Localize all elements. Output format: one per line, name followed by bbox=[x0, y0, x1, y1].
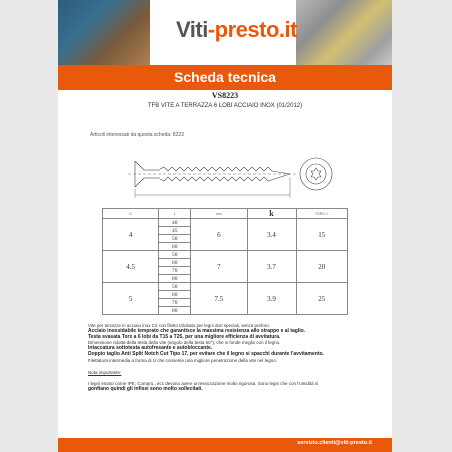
head-taper-top bbox=[135, 161, 144, 170]
brand-logo bbox=[176, 17, 297, 43]
cell-d: 4 bbox=[103, 219, 159, 251]
cell-l: 50 bbox=[159, 235, 191, 243]
torx-recess bbox=[311, 168, 321, 180]
cell-mm: 7.5 bbox=[191, 283, 247, 315]
note-line: Vite per terrazze in acciaio inox C2 con filetto trilobato per legni duri speciali, senza preforo. bbox=[88, 323, 271, 328]
cell-l: 50 bbox=[159, 251, 191, 259]
note-line: Filettatura intermedia a forma di U che consente una migliore penetrazione della vite nel legno. bbox=[88, 357, 277, 363]
brand-main: Viti bbox=[176, 17, 208, 42]
header-k: k bbox=[247, 209, 296, 219]
header-mm: mm bbox=[191, 209, 247, 219]
important-title: Nota importante: bbox=[88, 369, 122, 375]
screw-drawing bbox=[88, 145, 368, 205]
thread-bottom bbox=[160, 174, 290, 181]
thread-top bbox=[160, 167, 290, 174]
table-row bbox=[103, 251, 348, 259]
notes bbox=[88, 323, 388, 393]
header-photo-right bbox=[296, 0, 392, 65]
cell-mm: 7 bbox=[191, 251, 247, 283]
head-top-view bbox=[300, 158, 332, 190]
cell-l: 45 bbox=[159, 227, 191, 235]
table-row bbox=[103, 219, 348, 227]
cell-l: 70 bbox=[159, 299, 191, 307]
header bbox=[58, 0, 392, 65]
cell-l: 70 bbox=[159, 267, 191, 275]
note-line: Dimensione ridotta della testa della vite (angolo della testa 60°), che si fonde meglio con il legno. bbox=[88, 340, 281, 346]
cell-l: 60 bbox=[159, 243, 191, 251]
head-taper-bottom bbox=[135, 178, 144, 187]
cell-k: 3.4 bbox=[247, 219, 296, 251]
note-line: Intaccatura sottotesta autofresante e autobloccante. bbox=[88, 345, 213, 352]
banner-title: Scheda tecnica bbox=[174, 69, 276, 85]
important-line: gonfiano quindi gli infissi sono molto sollecitati. bbox=[88, 386, 203, 393]
note-line: Testa svasata Torx a 6 lobi da T15 a T25, per una migliore efficienza di avvitatura. bbox=[88, 333, 281, 340]
specs-table bbox=[102, 208, 348, 315]
cell-d: 4.5 bbox=[103, 251, 159, 283]
cell-k: 3.9 bbox=[247, 283, 296, 315]
brand-accent: -presto.it bbox=[207, 17, 297, 42]
cell-l: 80 bbox=[159, 275, 191, 283]
table-header-row bbox=[103, 209, 348, 219]
title-banner bbox=[58, 65, 392, 90]
header-photo-left bbox=[58, 0, 150, 65]
note-line: Acciaio inossidabile temprato che garantisce la massima resistenza allo strappo e al taglio. bbox=[88, 327, 306, 334]
product-code: VS8223 bbox=[211, 91, 239, 100]
cell-k: 3.7 bbox=[247, 251, 296, 283]
header-d: D bbox=[103, 209, 159, 219]
cell-l: 40 bbox=[159, 219, 191, 227]
product-subtitle: TFB VITE A TERRAZZA 6 LOBI ACCIAIO INOX (01/2012) bbox=[147, 103, 303, 109]
important-line: I legni esotici come IPE, Cumaru.. ecc devono avere un'essiccazione molto rigorosa. Sono legni che con l'umidità si bbox=[88, 381, 319, 387]
cell-l: 80 bbox=[159, 307, 191, 315]
cell-d: 5 bbox=[103, 283, 159, 315]
table-row bbox=[103, 283, 348, 291]
cell-l: 60 bbox=[159, 259, 191, 267]
cell-l: 50 bbox=[159, 283, 191, 291]
cell-mm: 6 bbox=[191, 219, 247, 251]
cell-l: 60 bbox=[159, 291, 191, 299]
note-line: Doppio taglio Anti Split Notch Cut Tipo 17, per evitare che il legno si spacchi durante l'avvitamento. bbox=[88, 350, 324, 357]
footer-bar bbox=[58, 438, 392, 452]
header-torx: TORX n. bbox=[296, 209, 347, 219]
footer-email[interactable]: servizio.clienti@viti-presto.it bbox=[297, 440, 372, 446]
cell-torx: 15 bbox=[296, 219, 347, 251]
cell-torx: 20 bbox=[296, 251, 347, 283]
cell-torx: 25 bbox=[296, 283, 347, 315]
header-l: L bbox=[159, 209, 191, 219]
reference-line: Articoli interessati da questa scheda: 8223 bbox=[90, 132, 184, 138]
